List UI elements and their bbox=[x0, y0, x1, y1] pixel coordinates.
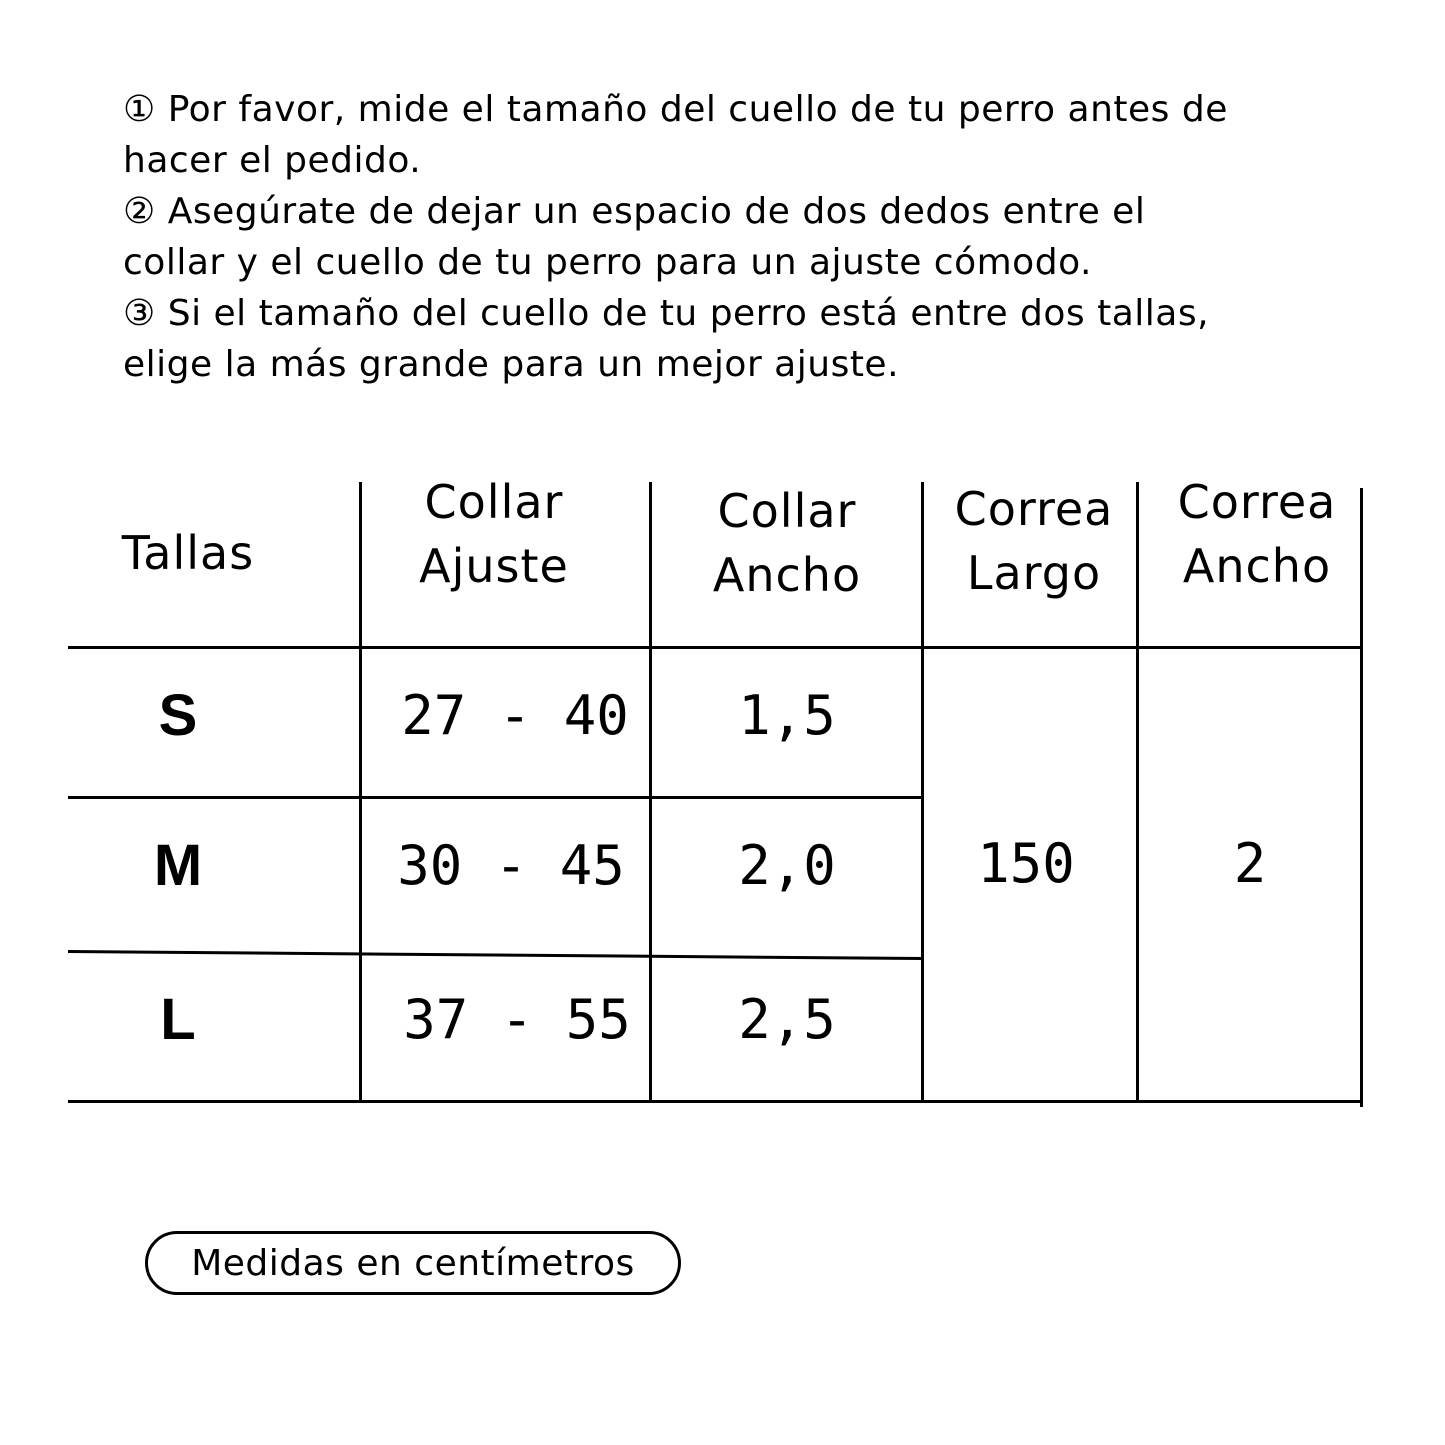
instruction-line: elige la más grande para un mejor ajuste. bbox=[123, 344, 900, 385]
table-rule-row-m bbox=[68, 950, 923, 960]
header-tallas: Tallas bbox=[121, 526, 255, 580]
header-line: Correa bbox=[1177, 475, 1337, 529]
header-collar-ancho bbox=[652, 479, 922, 607]
collar-ancho-m: 2,0 bbox=[738, 834, 836, 897]
header-correa-ancho bbox=[1139, 470, 1375, 598]
header-line: Collar bbox=[717, 484, 857, 538]
table-rule-bottom bbox=[68, 1100, 1362, 1103]
table-rule-header bbox=[68, 646, 1362, 649]
instruction-line: ① Por favor, mide el tamaño del cuello de tu perro antes de bbox=[123, 89, 1228, 130]
collar-ancho-l: 2,5 bbox=[738, 988, 836, 1051]
collar-ajuste-l: 37 - 55 bbox=[403, 988, 631, 1051]
collar-ancho-s: 1,5 bbox=[738, 684, 836, 747]
instruction-line: ② Asegúrate de dejar un espacio de dos dedos entre el bbox=[123, 191, 1146, 232]
header-line: Ajuste bbox=[419, 539, 569, 593]
instruction-line: ③ Si el tamaño del cuello de tu perro está entre dos tallas, bbox=[123, 293, 1210, 334]
table-rule-row-s bbox=[68, 796, 923, 799]
collar-ajuste-m: 30 - 45 bbox=[397, 834, 625, 897]
header-line: Collar bbox=[424, 475, 564, 529]
instruction-line: collar y el cuello de tu perro para un ajuste cómodo. bbox=[123, 242, 1092, 283]
header-collar-ajuste bbox=[362, 470, 626, 598]
header-line: Correa bbox=[954, 482, 1114, 536]
collar-ajuste-s: 27 - 40 bbox=[401, 684, 629, 747]
header-correa-largo bbox=[924, 477, 1144, 605]
correa-ancho-value: 2 bbox=[1233, 832, 1267, 895]
size-s: S bbox=[158, 683, 198, 748]
header-line: Ancho bbox=[1182, 539, 1332, 593]
instruction-line: hacer el pedido. bbox=[123, 140, 422, 181]
size-l: L bbox=[160, 987, 196, 1052]
size-m: M bbox=[153, 833, 203, 898]
units-note-badge: Medidas en centímetros bbox=[145, 1231, 681, 1295]
header-line: Largo bbox=[966, 546, 1102, 600]
correa-largo-value: 150 bbox=[977, 832, 1075, 895]
header-line: Ancho bbox=[712, 548, 862, 602]
